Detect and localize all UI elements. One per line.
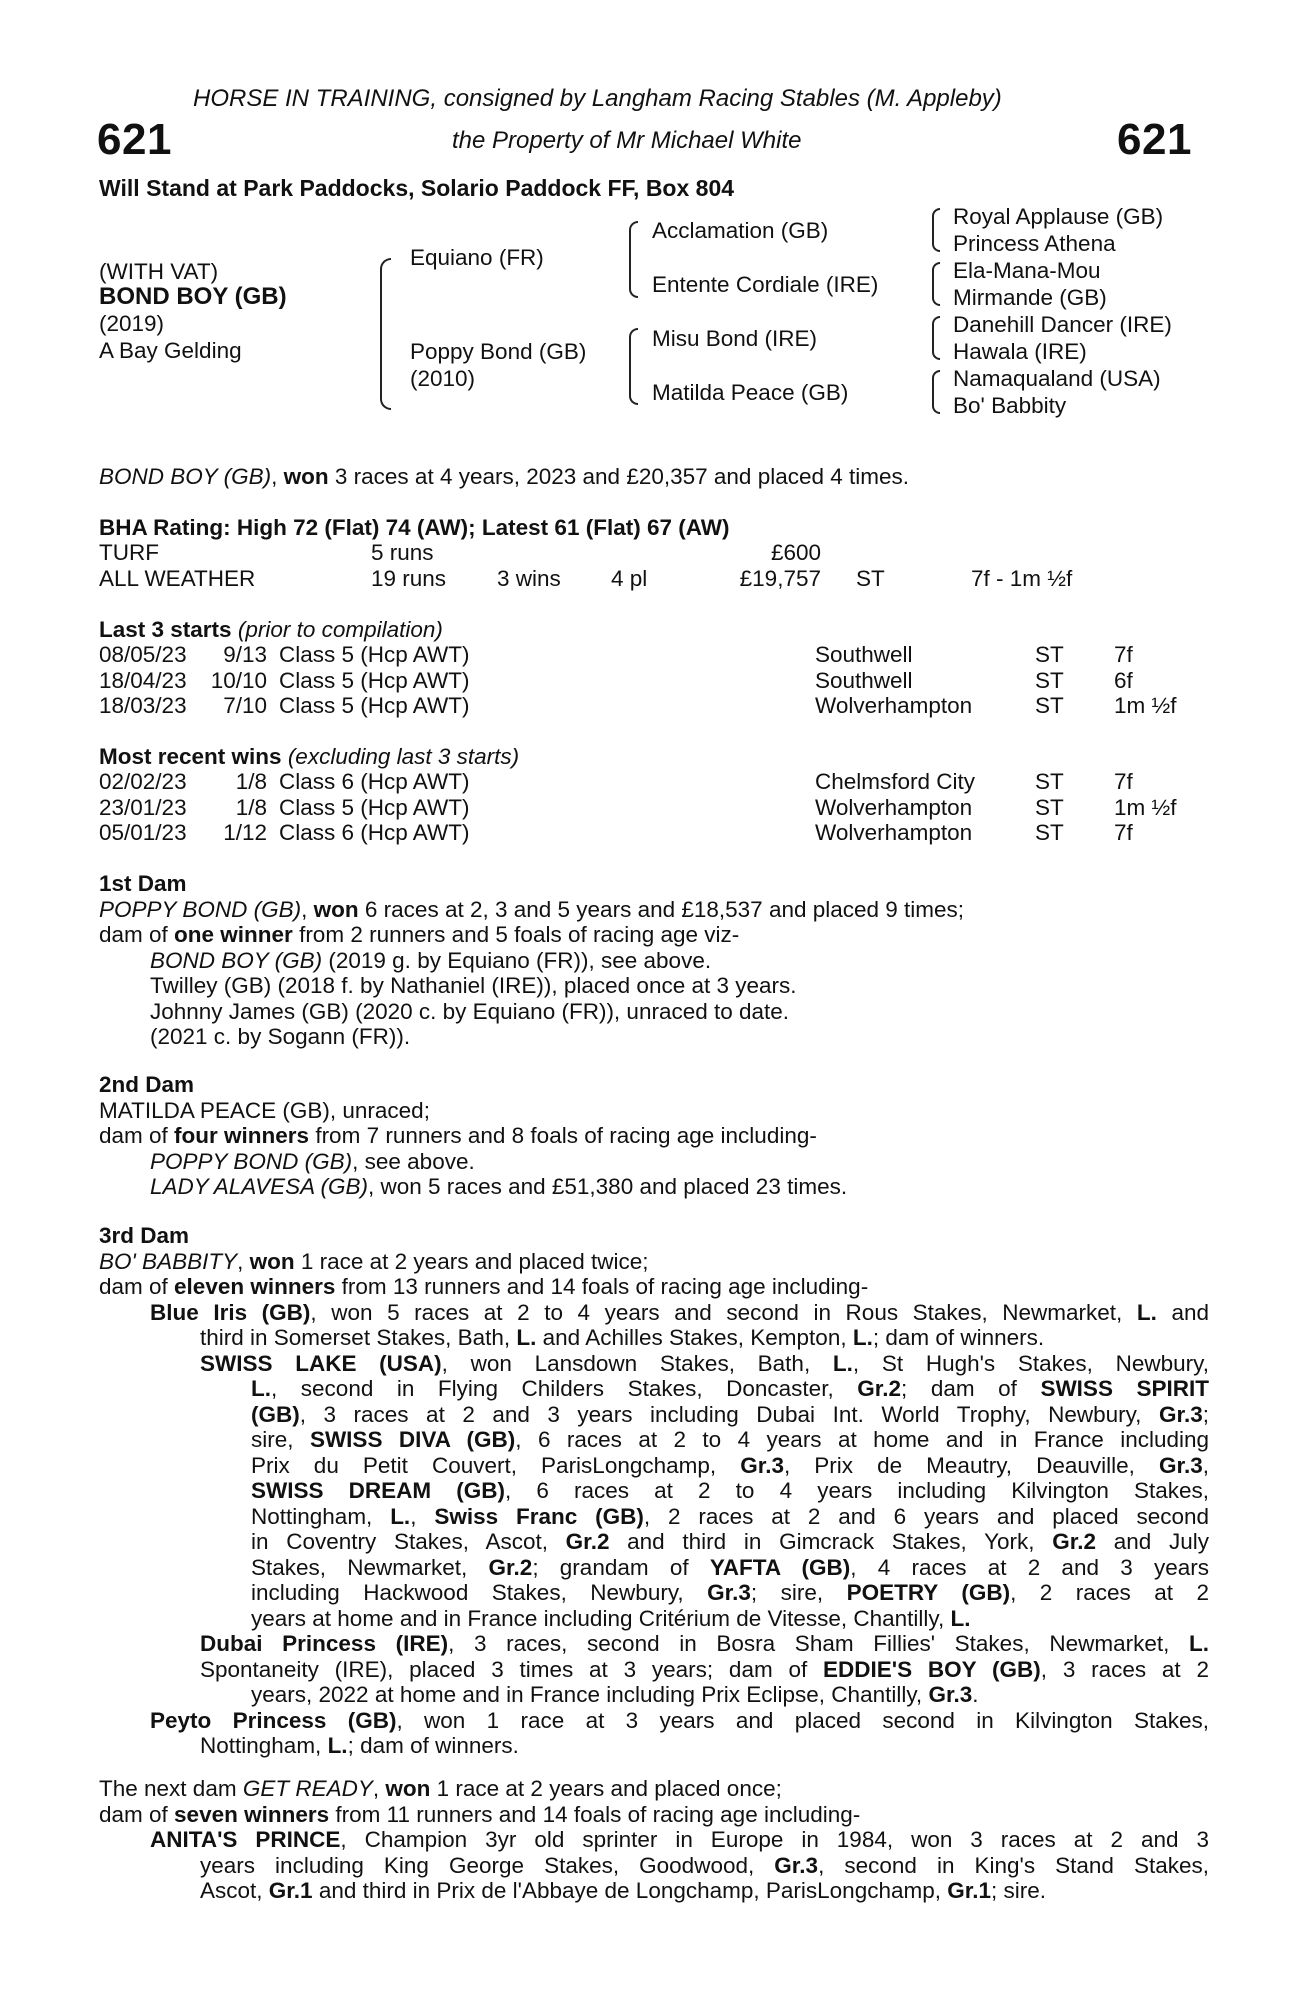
pedigree-dam-sire: Misu Bond (IRE) bbox=[652, 326, 818, 351]
date: 08/05/23 bbox=[99, 642, 187, 667]
first-dam-title: 1st Dam bbox=[99, 871, 187, 896]
position: 1/8 bbox=[235, 794, 267, 820]
swiss-lake-line bbox=[99, 1529, 1209, 1555]
text: dam of bbox=[99, 1274, 175, 1299]
winners: eleven winners bbox=[174, 1274, 336, 1299]
won-label: won bbox=[385, 1776, 431, 1801]
text: and third in Prix de l'Abbaye de Longchamp, ParisLongchamp, bbox=[312, 1878, 948, 1903]
distance: 7f bbox=[1114, 820, 1133, 845]
text: , Champion 3yr old sprinter in Europe in 1984, won 3 races at 2 and 3 bbox=[340, 1827, 1209, 1852]
race-summary: BOND BOY (GB), won 3 races at 4 years, 2023 and £20,357 and placed 4 times. bbox=[99, 464, 910, 489]
text: , St Hugh's Stakes, Newbury, bbox=[852, 1350, 1209, 1376]
swiss-lake-line bbox=[99, 1580, 1209, 1606]
distance bbox=[971, 540, 1072, 566]
recent-note: (excluding last 3 starts) bbox=[287, 744, 520, 769]
produce-item: Johnny James (GB) (2020 c. by Equiano (FR)), unraced to date. bbox=[150, 998, 790, 1024]
course: Wolverhampton bbox=[815, 820, 973, 845]
winners: four winners bbox=[174, 1123, 310, 1148]
text: Nottingham, bbox=[200, 1733, 328, 1758]
text: , 3 races at 2 and 3 years including Dubai Int. World Trophy, Newbury, bbox=[299, 1401, 1159, 1427]
recent-table bbox=[99, 769, 1177, 846]
swiss-lake-line bbox=[99, 1376, 1209, 1402]
group: Gr.3 bbox=[707, 1580, 751, 1605]
last3-note: (prior to compilation) bbox=[237, 617, 443, 642]
course: Wolverhampton bbox=[815, 794, 973, 820]
distance: 1m ½f bbox=[1114, 794, 1177, 820]
last3-title: Last 3 starts bbox=[99, 617, 232, 642]
text: , won Lansdown Stakes, Bath, bbox=[441, 1350, 833, 1376]
won-label: won bbox=[313, 896, 359, 922]
distance: 7f - 1m ½f bbox=[971, 565, 1073, 591]
text: and third in Gimcrack Stakes, York, bbox=[609, 1529, 1053, 1554]
text: including Hackwood Stakes, Newbury, bbox=[251, 1580, 708, 1605]
anitas-prince-line bbox=[99, 1853, 1209, 1879]
listed: L. bbox=[950, 1605, 971, 1631]
placed: 4 pl bbox=[611, 565, 648, 591]
third-dam-title: 3rd Dam bbox=[99, 1223, 190, 1248]
text: and Achilles Stakes, Kempton, bbox=[536, 1325, 853, 1350]
pedigree-sire: Equiano (FR) bbox=[410, 245, 544, 270]
text: third in Somerset Stakes, Bath, bbox=[200, 1325, 517, 1350]
produce-name: POPPY BOND (GB) bbox=[150, 1148, 353, 1174]
going: ST bbox=[1035, 667, 1064, 693]
position: 10/10 bbox=[210, 667, 267, 693]
text: from 7 runners and 8 foals of racing age including- bbox=[309, 1123, 817, 1148]
table-row bbox=[99, 642, 1177, 668]
table-row bbox=[99, 668, 1177, 694]
produce-item bbox=[99, 1174, 1209, 1200]
going bbox=[821, 540, 971, 566]
horse-year: (2019) bbox=[99, 311, 165, 336]
listed: L. bbox=[251, 1376, 271, 1401]
vat-note: (WITH VAT) bbox=[99, 259, 219, 284]
swiss-lake-line bbox=[99, 1504, 1209, 1530]
next-dam-section bbox=[99, 1776, 1209, 1904]
swiss-lake-line bbox=[99, 1402, 1209, 1428]
distance: 6f bbox=[1114, 667, 1133, 693]
prize: £19,757 bbox=[739, 565, 821, 591]
table-row bbox=[99, 769, 1177, 795]
pedigree-dam-dam: Matilda Peace (GB) bbox=[652, 380, 849, 405]
stand-location: Will Stand at Park Paddocks, Solario Paddock FF, Box 804 bbox=[99, 175, 735, 201]
date: 23/01/23 bbox=[99, 794, 187, 820]
produce-item: (2021 c. by Sogann (FR)). bbox=[150, 1024, 411, 1049]
swiss-lake-line bbox=[99, 1606, 1209, 1632]
second-dam-section bbox=[99, 1072, 1209, 1200]
horse-name: Peyto Princess (GB) bbox=[150, 1707, 397, 1733]
blue-iris-line bbox=[99, 1300, 1209, 1326]
group: Gr.1 bbox=[268, 1878, 313, 1903]
group: Gr.3 bbox=[1158, 1401, 1203, 1427]
date: 18/04/23 bbox=[99, 667, 187, 693]
horse-description: A Bay Gelding bbox=[99, 338, 242, 363]
separator: , bbox=[237, 1248, 250, 1274]
produce-detail: , won 5 races and £51,380 and placed 23 times. bbox=[368, 1174, 848, 1199]
text: and July bbox=[1096, 1529, 1209, 1554]
surface: ALL WEATHER bbox=[99, 565, 256, 591]
horse-name: Swiss Franc (GB) bbox=[434, 1503, 644, 1529]
first-dam-produce bbox=[99, 922, 1209, 948]
text: years including King George Stakes, Goodwood, bbox=[200, 1852, 775, 1878]
summary-won: won bbox=[283, 464, 329, 489]
pedigree-ggdam-2: Mirmande (GB) bbox=[953, 285, 1107, 310]
text: Ascot, bbox=[200, 1878, 269, 1903]
pedigree-ggsire-4: Namaqualand (USA) bbox=[953, 366, 1161, 391]
dam-name: POPPY BOND (GB) bbox=[99, 896, 302, 922]
group: Gr.2 bbox=[565, 1529, 610, 1554]
horse-name: SWISS DREAM (GB) bbox=[251, 1478, 505, 1503]
third-dam-produce bbox=[99, 1274, 1209, 1300]
pedigree-dam-year: (2010) bbox=[410, 366, 476, 391]
listed: L. bbox=[852, 1325, 873, 1350]
pedigree-brace-g2 bbox=[932, 262, 940, 306]
course: Wolverhampton bbox=[815, 693, 973, 718]
horse-name: BOND BOY (GB) bbox=[99, 283, 287, 310]
produce-detail: , see above. bbox=[352, 1148, 475, 1174]
second-dam-produce bbox=[99, 1123, 1209, 1149]
pedigree-brace-sire bbox=[629, 221, 638, 298]
rating-row-turf bbox=[99, 540, 1072, 566]
text: The next dam bbox=[99, 1776, 243, 1801]
first-dam-line bbox=[99, 897, 1209, 923]
recent-title: Most recent wins bbox=[99, 744, 282, 769]
race-class: Class 5 (Hcp AWT) bbox=[279, 667, 470, 693]
text: , won 5 races at 2 to 4 years and second in Rous Stakes, Newmarket, bbox=[310, 1299, 1137, 1325]
anitas-prince-line bbox=[99, 1878, 1209, 1904]
group: Gr.3 bbox=[1158, 1452, 1203, 1478]
listed: L. bbox=[327, 1733, 348, 1758]
horse-name: SWISS DIVA (GB) bbox=[309, 1427, 516, 1452]
going: ST bbox=[1035, 693, 1064, 718]
blue-iris-line bbox=[99, 1325, 1209, 1351]
pedigree-sire-dam: Entente Cordiale (IRE) bbox=[652, 272, 879, 297]
text: , Prix de Meautry, Deauville, bbox=[783, 1452, 1159, 1478]
pedigree-brace-dam bbox=[629, 328, 638, 405]
winners: seven winners bbox=[174, 1801, 330, 1827]
text: , bbox=[410, 1503, 435, 1529]
wins: 3 wins bbox=[497, 565, 561, 591]
third-dam-line bbox=[99, 1249, 1209, 1275]
horse-name: Dubai Princess (IRE) bbox=[200, 1631, 449, 1656]
horse-name: YAFTA (GB) bbox=[709, 1554, 851, 1580]
won-label: won bbox=[249, 1248, 295, 1274]
text: , bbox=[1202, 1452, 1209, 1478]
text: dam of bbox=[99, 922, 175, 947]
wins bbox=[497, 540, 611, 566]
text: ; sire. bbox=[991, 1878, 1047, 1903]
text: , 2 races at 2 and 6 years and placed second bbox=[643, 1503, 1210, 1529]
lot-number-left: 621 bbox=[97, 115, 172, 164]
table-row bbox=[99, 795, 1177, 821]
text: dam of bbox=[99, 1801, 175, 1827]
pedigree-ggdam-4: Bo' Babbity bbox=[953, 393, 1067, 418]
race-class: Class 5 (Hcp AWT) bbox=[279, 642, 470, 667]
pedigree-brace-g4 bbox=[932, 370, 940, 414]
race-class: Class 5 (Hcp AWT) bbox=[279, 794, 470, 820]
placed bbox=[611, 540, 726, 566]
swiss-lake-line bbox=[99, 1555, 1209, 1581]
text: , 6 races at 2 to 4 years at home and in France including bbox=[515, 1427, 1210, 1452]
listed: L. bbox=[1189, 1631, 1210, 1656]
group: Gr.3 bbox=[774, 1852, 819, 1878]
text: from 11 runners and 14 foals of racing age including- bbox=[329, 1801, 861, 1827]
produce-item bbox=[99, 1149, 1209, 1175]
race-class: Class 6 (Hcp AWT) bbox=[279, 820, 470, 845]
course: Southwell bbox=[815, 667, 913, 693]
going: ST bbox=[1035, 820, 1064, 845]
swiss-lake-line bbox=[99, 1351, 1209, 1377]
pedigree-ggsire-3: Danehill Dancer (IRE) bbox=[953, 312, 1172, 337]
last3-table bbox=[99, 642, 1177, 719]
spontaneity-line bbox=[99, 1657, 1209, 1683]
pedigree-brace-main bbox=[380, 258, 391, 410]
table-row bbox=[99, 693, 1177, 719]
text: years, 2022 at home and in France including Prix Eclipse, Chantilly, bbox=[251, 1682, 929, 1707]
pedigree-sire-sire: Acclamation (GB) bbox=[652, 218, 829, 243]
listed: L. bbox=[516, 1325, 537, 1350]
record: 6 races at 2, 3 and 5 years and £18,537 and placed 9 times; bbox=[358, 896, 965, 922]
group: Gr.2 bbox=[488, 1554, 533, 1580]
peyto-princess-line bbox=[99, 1708, 1209, 1734]
position: 1/12 bbox=[223, 820, 267, 845]
second-dam-line: MATILDA PEACE (GB), unraced; bbox=[99, 1097, 430, 1123]
horse-name: (GB) bbox=[251, 1401, 300, 1427]
text: Prix du Petit Couvert, ParisLongchamp, bbox=[251, 1452, 741, 1478]
text: ; dam of winners. bbox=[347, 1733, 519, 1758]
date: 02/02/23 bbox=[99, 769, 187, 794]
pedigree-ggdam-3: Hawala (IRE) bbox=[953, 339, 1087, 364]
text: dam of bbox=[99, 1123, 175, 1148]
text: , 4 races at 2 and 3 years bbox=[850, 1554, 1209, 1580]
listed: L. bbox=[1136, 1299, 1157, 1325]
separator: , bbox=[301, 896, 314, 922]
produce-detail: (2019 g. by Equiano (FR)), see above. bbox=[322, 947, 712, 973]
dubai-princess-line bbox=[99, 1631, 1209, 1657]
record: 1 race at 2 years and placed twice; bbox=[294, 1248, 649, 1274]
runs: 5 runs bbox=[371, 540, 434, 565]
separator: , bbox=[372, 1776, 386, 1801]
group: Gr.3 bbox=[740, 1452, 784, 1478]
surface: TURF bbox=[99, 540, 159, 565]
listed: L. bbox=[390, 1503, 411, 1529]
going: ST bbox=[1035, 794, 1064, 820]
text: ; grandam of bbox=[532, 1554, 710, 1580]
peyto-princess-line bbox=[99, 1733, 1209, 1759]
pedigree-dam: Poppy Bond (GB) bbox=[410, 339, 587, 364]
distance: 1m ½f bbox=[1114, 693, 1177, 718]
text: , won 1 race at 3 years and placed second in Kilvington Stakes, bbox=[396, 1707, 1209, 1733]
horse-name: POETRY (GB) bbox=[846, 1580, 1011, 1605]
last3-heading bbox=[99, 617, 443, 643]
course: Southwell bbox=[815, 642, 913, 667]
produce-name: BOND BOY (GB) bbox=[150, 947, 323, 973]
text: ; bbox=[1202, 1401, 1209, 1427]
dam-name: GET READY bbox=[242, 1776, 373, 1801]
text: . bbox=[972, 1682, 979, 1707]
table-row bbox=[99, 820, 1177, 846]
recent-heading bbox=[99, 744, 519, 770]
second-dam-title: 2nd Dam bbox=[99, 1072, 195, 1097]
race-class: Class 6 (Hcp AWT) bbox=[279, 769, 470, 794]
horse-name: Blue Iris (GB) bbox=[150, 1299, 311, 1325]
consignor-line: HORSE IN TRAINING, consigned by Langham Racing Stables (M. Appleby) bbox=[193, 85, 1002, 112]
course: Chelmsford City bbox=[815, 769, 976, 794]
anitas-prince-line bbox=[99, 1827, 1209, 1853]
text: Stakes, Newmarket, bbox=[251, 1554, 489, 1580]
text: and bbox=[1156, 1299, 1209, 1325]
lot-number-right: 621 bbox=[1117, 115, 1192, 164]
spontaneity-line bbox=[99, 1682, 1209, 1708]
rating-table bbox=[99, 540, 1072, 591]
text: , second in Flying Childers Stakes, Doncaster, bbox=[271, 1376, 858, 1401]
going: ST bbox=[1035, 642, 1064, 667]
group: Gr.1 bbox=[947, 1878, 992, 1903]
text: , second in King's Stand Stakes, bbox=[818, 1852, 1209, 1878]
text: , 3 races at 2 bbox=[1040, 1656, 1209, 1682]
summary-text: 3 races at 4 years, 2023 and £20,357 and placed 4 times. bbox=[328, 464, 910, 489]
bha-rating: BHA Rating: High 72 (Flat) 74 (AW); Latest 61 (Flat) 67 (AW) bbox=[99, 515, 730, 540]
horse-name: SWISS SPIRIT bbox=[1040, 1376, 1209, 1401]
property-line: the Property of Mr Michael White bbox=[452, 127, 802, 154]
text: Nottingham, bbox=[251, 1503, 391, 1529]
pedigree-ggdam-1: Princess Athena bbox=[953, 231, 1116, 256]
horse-name: ANITA'S PRINCE bbox=[150, 1827, 341, 1852]
distance: 7f bbox=[1114, 642, 1133, 667]
summary-name: BOND BOY (GB) bbox=[99, 464, 272, 489]
produce-item bbox=[99, 948, 1209, 974]
race-class: Class 5 (Hcp AWT) bbox=[279, 693, 470, 718]
text: from 2 runners and 5 foals of racing age viz- bbox=[292, 922, 740, 947]
pedigree-ggsire-1: Royal Applause (GB) bbox=[953, 204, 1164, 229]
date: 05/01/23 bbox=[99, 820, 187, 845]
group: Gr.2 bbox=[857, 1376, 902, 1401]
text: , 2 races at 2 bbox=[1010, 1580, 1209, 1605]
position: 7/10 bbox=[223, 693, 267, 718]
record: 1 race at 2 years and placed once; bbox=[430, 1776, 782, 1801]
first-dam-section bbox=[99, 871, 1209, 1050]
position: 9/13 bbox=[223, 642, 267, 667]
dam-name: BO' BABBITY bbox=[99, 1248, 238, 1274]
rating-row-aw bbox=[99, 566, 1072, 592]
winners: one winner bbox=[174, 922, 293, 947]
swiss-lake-line bbox=[99, 1478, 1209, 1504]
swiss-lake-line bbox=[99, 1453, 1209, 1479]
prize: £600 bbox=[770, 540, 821, 565]
text: ; sire, bbox=[750, 1580, 847, 1605]
text: in Coventry Stakes, Ascot, bbox=[251, 1529, 566, 1554]
pedigree-brace-g3 bbox=[932, 316, 940, 360]
third-dam-section bbox=[99, 1223, 1209, 1759]
date: 18/03/23 bbox=[99, 693, 187, 718]
going: ST bbox=[856, 565, 885, 591]
text: sire, bbox=[251, 1427, 310, 1452]
text: , 3 races, second in Bosra Sham Fillies' Stakes, Newmarket, bbox=[448, 1631, 1190, 1656]
listed: L. bbox=[832, 1350, 853, 1376]
swiss-lake-line bbox=[99, 1427, 1209, 1453]
group: Gr.3 bbox=[928, 1682, 973, 1707]
runs: 19 runs bbox=[371, 565, 447, 591]
text: from 13 runners and 14 foals of racing age including- bbox=[335, 1274, 869, 1299]
text: ; dam of winners. bbox=[872, 1325, 1045, 1350]
text: , 6 races at 2 to 4 years including Kilvington Stakes, bbox=[505, 1478, 1210, 1503]
group: Gr.2 bbox=[1052, 1529, 1097, 1554]
horse-name: SWISS LAKE (USA) bbox=[200, 1350, 442, 1376]
position: 1/8 bbox=[235, 769, 267, 794]
horse-name: EDDIE'S BOY (GB) bbox=[823, 1656, 1041, 1682]
distance: 7f bbox=[1114, 769, 1133, 794]
next-dam-produce bbox=[99, 1802, 1209, 1828]
going: ST bbox=[1035, 769, 1064, 794]
text: Spontaneity (IRE), placed 3 times at 3 years; dam of bbox=[200, 1656, 824, 1682]
next-dam-line bbox=[99, 1776, 1209, 1802]
produce-item: Twilley (GB) (2018 f. by Nathaniel (IRE)), placed once at 3 years. bbox=[150, 973, 797, 998]
text: years at home and in France including Critérium de Vitesse, Chantilly, bbox=[251, 1605, 951, 1631]
produce-name: LADY ALAVESA (GB) bbox=[150, 1174, 369, 1199]
pedigree-brace-g1 bbox=[932, 208, 940, 252]
pedigree-ggsire-2: Ela-Mana-Mou bbox=[953, 258, 1101, 283]
text: ; dam of bbox=[901, 1376, 1041, 1401]
